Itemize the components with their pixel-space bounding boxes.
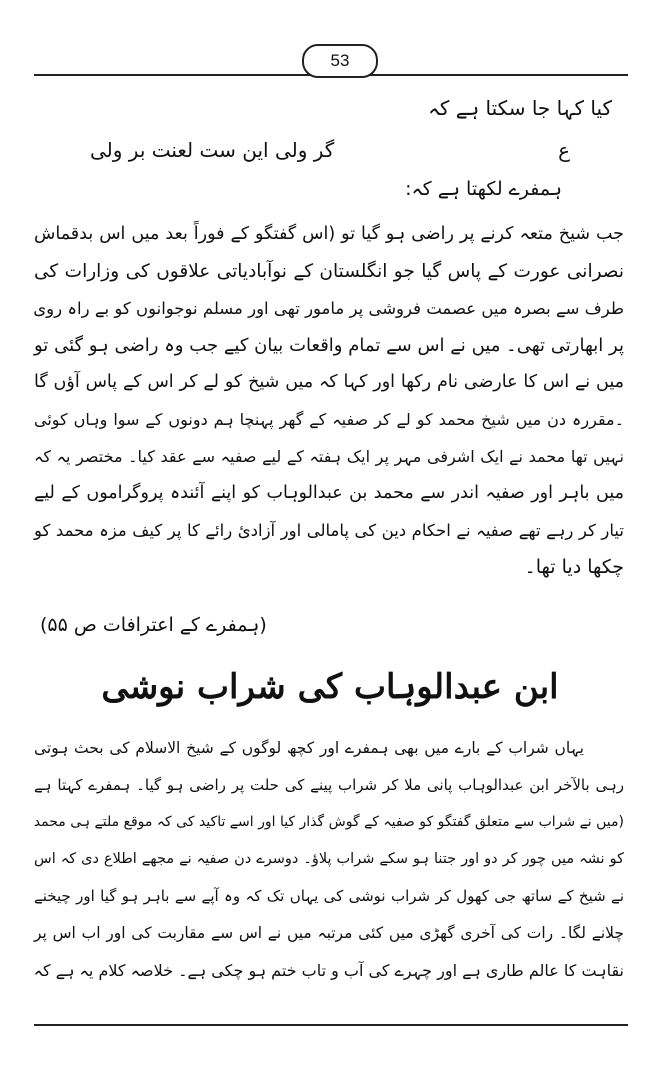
body-line: کو نشہ میں چور کر دو اور جتنا ہو سکے شراب پلاؤ۔ دوسرے دن صفیہ نے مجھے اطلاع دی کہ اس	[34, 851, 624, 867]
intro-line: کیا کہا جا سکتا ہے کہ	[428, 96, 612, 120]
quote-block	[34, 216, 624, 586]
quote-line: چکھا دیا تھا۔	[524, 556, 624, 578]
page-number: 53	[302, 44, 378, 78]
quote-intro: ہمفرے لکھتا ہے کہ:	[405, 178, 562, 200]
quote-line: میں باہر اور صفیہ اندر سے محمد بن عبدالوہاب کو اپنے آئندہ پروگراموں کے لیے	[34, 483, 624, 503]
body-line: چلانے لگا۔ رات کی آخری گھڑی میں کئی مرتبہ میں نے اس سے مقاربت کی اور اب اس پر	[34, 924, 624, 942]
body-line: نے شیخ کے ساتھ جی کھول کر شراب نوشی کی یہاں تک کہ وہ آپے سے باہر ہو گیا اور چیخنے	[34, 887, 624, 905]
body-line: (میں نے شراب سے متعلق گفتگو کو صفیہ کے گوش گذار کیا اور اسے تاکید کی کہ موقع ملتے ہی محمد	[33, 814, 624, 830]
body-line: یہاں شراب کے بارے میں بھی ہمفرے اور کچھ لوگوں کے شیخ الاسلام کی بحث ہوتی	[34, 739, 584, 757]
section-heading: ابن عبدالوہاب کی شراب نوشی	[101, 667, 559, 707]
quote-line: پر ابھارتی تھی۔ میں نے اس سے تمام واقعات بیان کیے جب وہ راضی ہو گئی تو	[34, 335, 624, 356]
quote-line: نہیں تھا محمد نے ایک اشرفی مہر پر ایک ہفتہ کے لیے صفیہ سے عقد کیا۔ مختصر یہ کہ	[34, 447, 624, 466]
quote-line: تیار کر رہے تھے صفیہ نے احکام دین کی پامالی اور آزادئ رائے کا پر کیف مزہ محمد کو	[34, 521, 624, 540]
quote-line: جب شیخ متعہ کرنے پر راضی ہو گیا تو (اس گفتگو کے فوراً بعد میں اس بدقماش	[34, 224, 624, 244]
verse-text: گر ولی این ست لعنت بر ولی	[90, 138, 335, 162]
body-paragraph	[34, 730, 624, 989]
verse-row	[90, 138, 570, 162]
body-line: نقاہت کا عالم طاری ہے اور چہرے کی آب و تاب ختم ہو چکی ہے۔ خلاصہ کلام یہ ہے کہ	[33, 961, 624, 980]
quote-line: ۔مقررہ دن میں شیخ محمد کو لے کر صفیہ کے گھر پہنچا ہم دونوں کے سوا وہاں کوئی	[34, 410, 624, 429]
citation: (ہمفرے کے اعترافات ص ۵۵)	[40, 614, 267, 636]
body-line: رہی بالآخر ابن عبدالوہاب پانی ملا کر شراب پینے کی حلت پر راضی ہو گیا۔ ہمفرے کہتا ہے	[34, 776, 624, 794]
quote-line: طرف سے بصرہ میں عصمت فروشی پر مامور تھی اور مسلم نوجوانوں کو بے راہ روی	[33, 299, 624, 318]
verse-marker: ع	[558, 138, 570, 162]
quote-line: میں نے اس کا عارضی نام رکھا اور کہا کہ میں شیخ کو لے کر اس کے پاس آؤں گا	[34, 372, 624, 392]
quote-line: نصرانی عورت کے پاس گیا جو انگلستان کے نوآبادیاتی علاقوں کی وزارات کی	[34, 261, 624, 282]
footer-rule	[34, 1024, 628, 1026]
